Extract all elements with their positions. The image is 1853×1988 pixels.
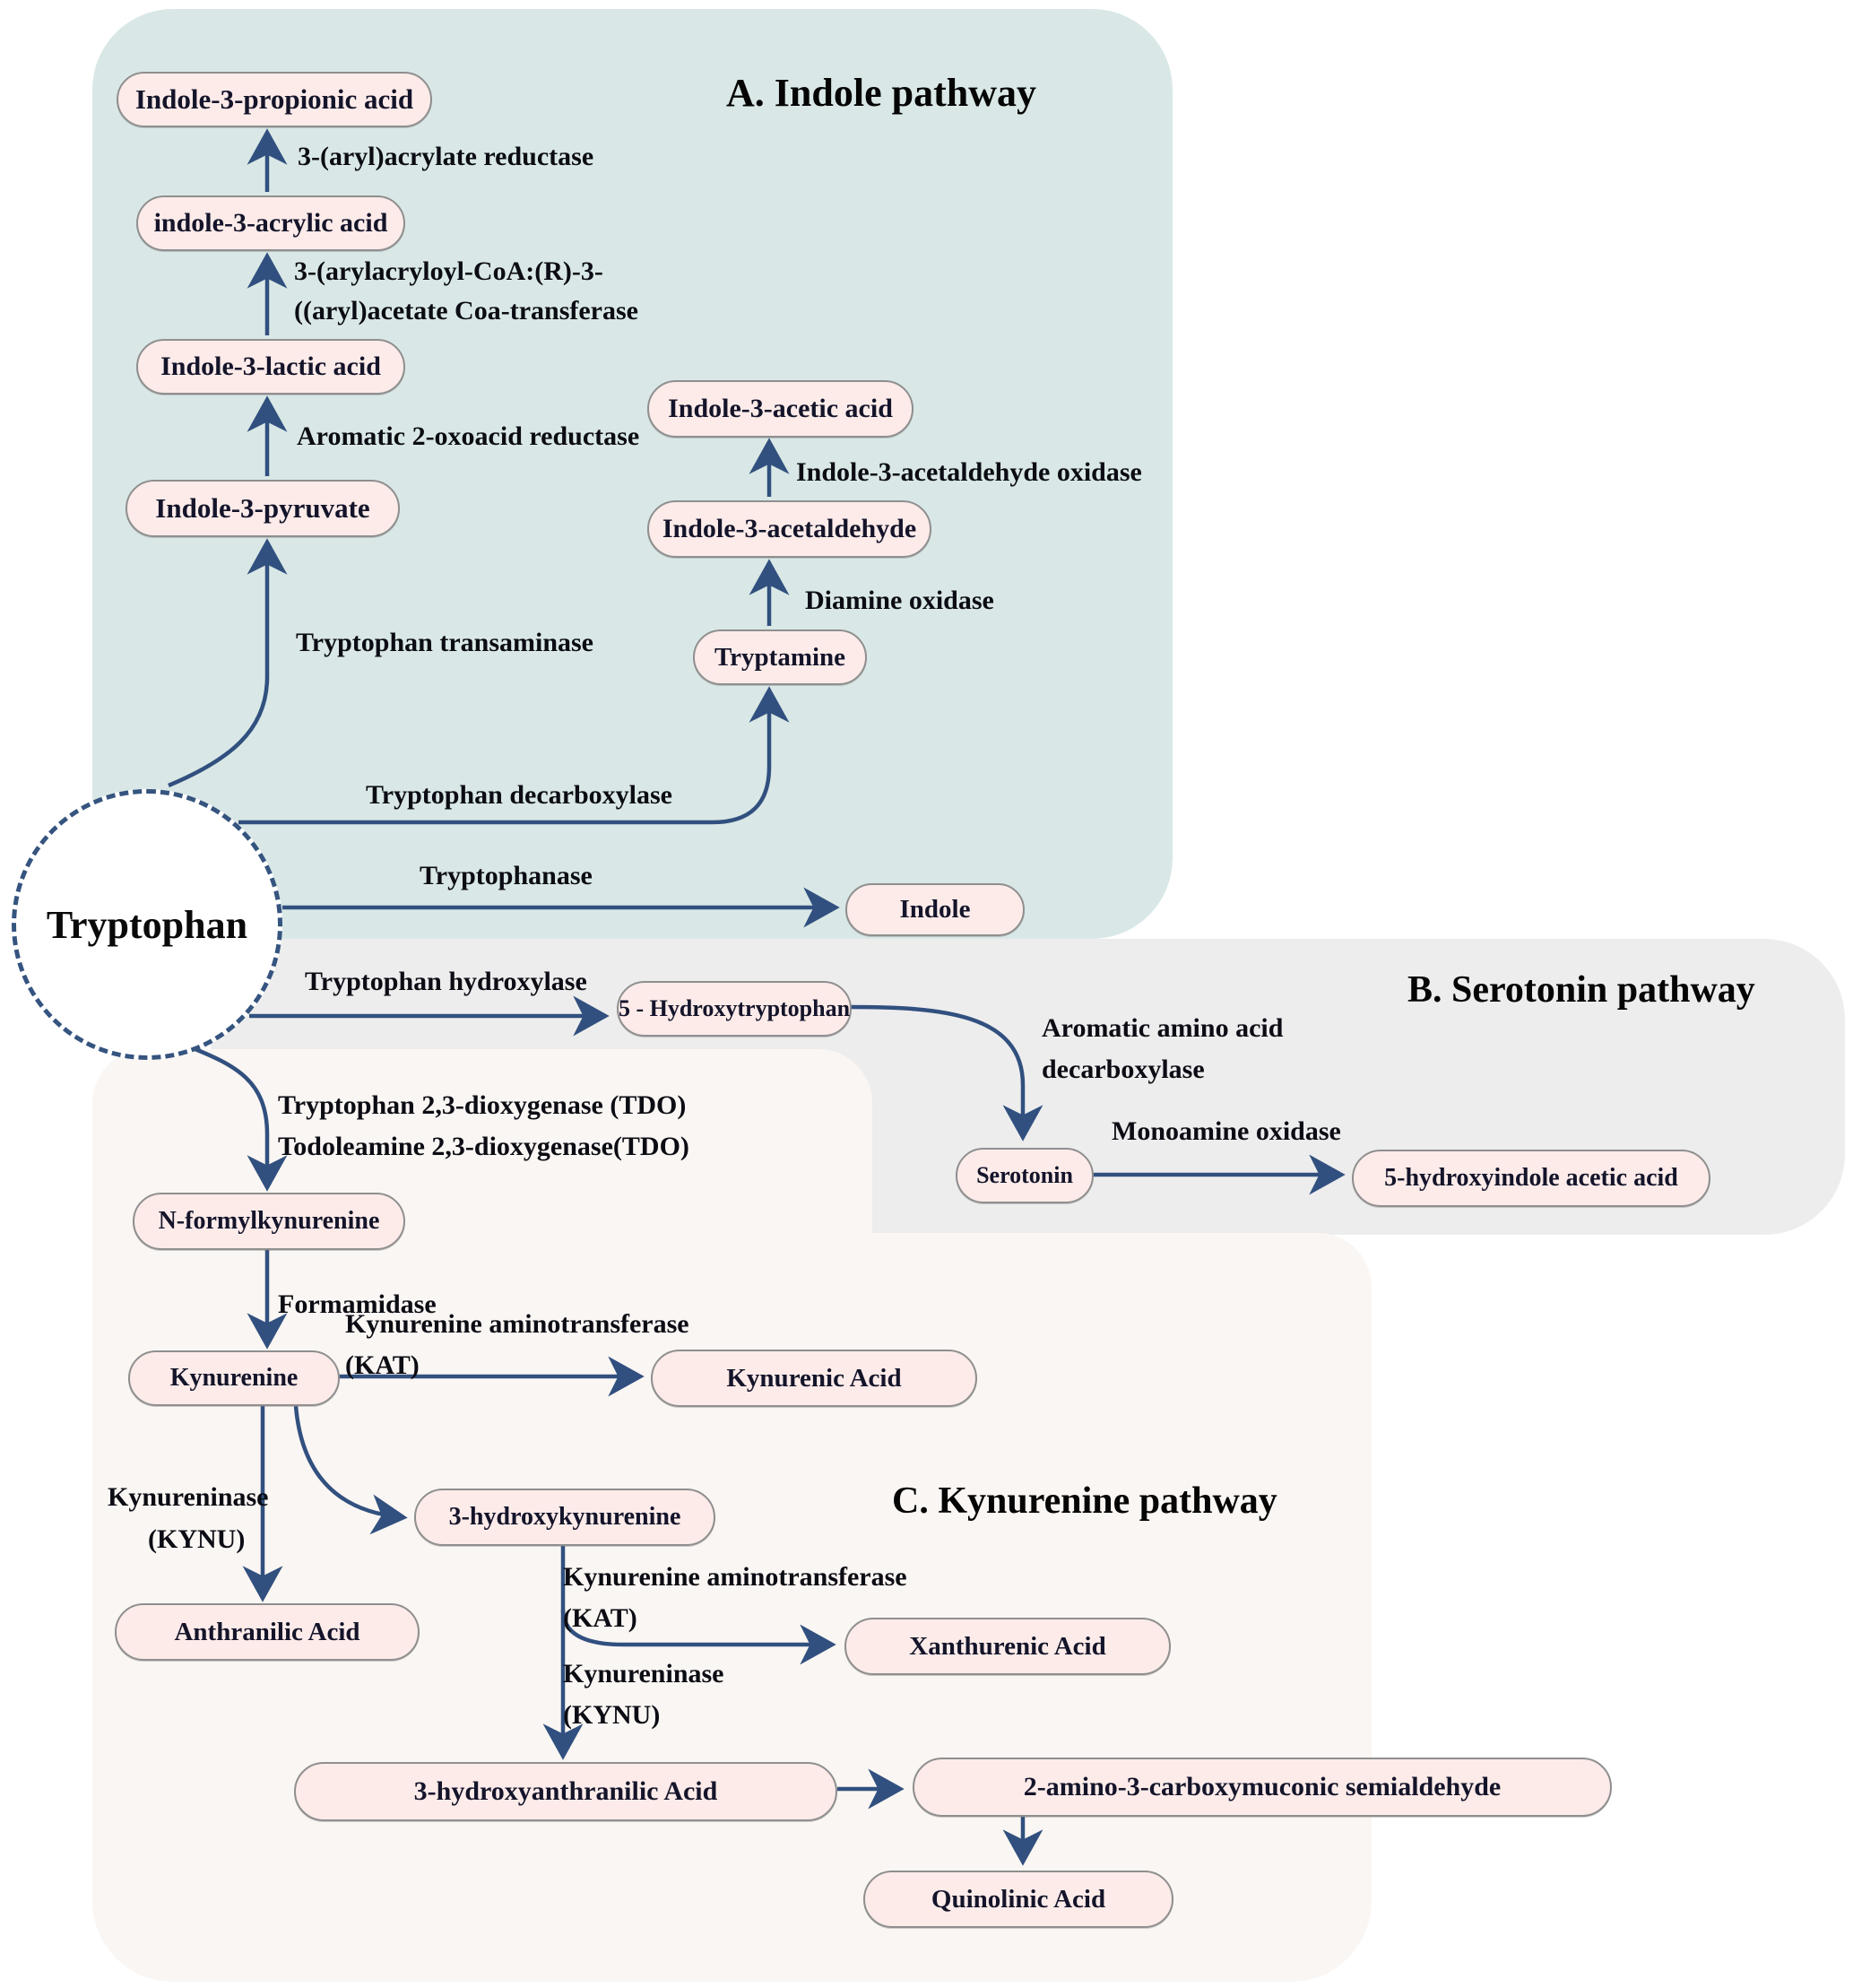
enzyme-ido-line2: Todoleamine 2,3-dioxygenase(TDO) xyxy=(278,1132,689,1161)
node-label: Indole-3-acetic acid xyxy=(668,394,893,423)
node-indole-3-lactic-acid xyxy=(136,339,405,395)
node-label: N-formylkynurenine xyxy=(158,1207,380,1235)
enzyme-monoamine-oxidase: Monoamine oxidase xyxy=(1112,1116,1341,1146)
node-label: Kynurenic Acid xyxy=(726,1363,902,1393)
node-tryptamine xyxy=(693,629,867,685)
arrow-tryptophan-to-pyruvate xyxy=(169,544,267,786)
panel-b-title: B. Serotonin pathway xyxy=(1407,969,1755,1011)
enzyme-tryptophan-hydroxylase: Tryptophan hydroxylase xyxy=(305,967,587,996)
node-label: Indole-3-acetaldehyde xyxy=(662,514,917,543)
enzyme-tdo-line1: Tryptophan 2,3-dioxygenase (TDO) xyxy=(278,1090,687,1120)
enzyme-coa-transferase-line2: ((aryl)acetate Coa-transferase xyxy=(294,296,638,326)
panel-a-title: A. Indole pathway xyxy=(726,71,1036,115)
enzyme-aadc-line2: decarboxylase xyxy=(1042,1055,1205,1084)
node-3-hydroxyanthranilic-acid xyxy=(294,1762,837,1821)
node-indole xyxy=(845,883,1025,936)
node-kynurenine xyxy=(128,1350,340,1406)
enzyme-formamidase: Formamidase xyxy=(278,1289,437,1319)
node-label: 3-hydroxykynurenine xyxy=(448,1503,681,1531)
enzyme-kynureninase2-line2: (KYNU) xyxy=(563,1700,661,1730)
node-label: Quinolinic Acid xyxy=(931,1884,1106,1914)
node-indole-3-acetaldehyde xyxy=(647,500,931,558)
node-label: indole-3-acrylic acid xyxy=(153,208,388,238)
node-label: Indole-3-propionic acid xyxy=(134,83,414,115)
node-label: Indole-3-pyruvate xyxy=(155,492,370,524)
node-label: Serotonin xyxy=(976,1162,1073,1188)
panel-c-title: C. Kynurenine pathway xyxy=(892,1480,1277,1522)
node-5-hydroxyindole-acetic-acid xyxy=(1352,1150,1710,1207)
enzyme-tryptophan-decarboxylase: Tryptophan decarboxylase xyxy=(366,780,672,810)
arrow-kynurenine-to-3hk xyxy=(296,1406,402,1517)
node-indole-3-acrylic-acid xyxy=(136,195,405,251)
node-label: 2-amino-3-carboxymuconic semialdehyde xyxy=(1023,1772,1502,1801)
node-label: Indole-3-lactic acid xyxy=(160,352,381,381)
enzyme-kat-line2: (KAT) xyxy=(345,1350,420,1380)
enzyme-kat2-line1: Kynurenine aminotransferase xyxy=(563,1562,907,1592)
enzyme-coa-transferase-line1: 3-(arylacryloyl-CoA:(R)-3- xyxy=(294,256,603,286)
arrow-tryptophan-to-nfk xyxy=(191,1047,267,1185)
node-label: Indole xyxy=(899,895,971,924)
node-indole-3-acetic-acid xyxy=(647,380,914,438)
node-label: 5-hydroxyindole acetic acid xyxy=(1384,1164,1678,1192)
node-n-formylkynurenine xyxy=(133,1193,405,1250)
arrow-5htp-to-serotonin xyxy=(850,1007,1023,1135)
enzyme-kynureninase2-line1: Kynureninase xyxy=(563,1659,724,1688)
node-label: Kynurenine xyxy=(169,1364,299,1392)
node-5-hydroxytryptophan xyxy=(617,981,852,1037)
node-kynurenic-acid xyxy=(651,1350,977,1407)
enzyme-tryptophan-transaminase: Tryptophan transaminase xyxy=(296,628,593,657)
tryptophan-label: Tryptophan xyxy=(46,902,248,947)
node-label: 5 - Hydroxytryptophan xyxy=(618,995,851,1021)
node-indole-3-propionic-acid xyxy=(117,72,432,127)
enzyme-kynureninase-line1: Kynureninase xyxy=(108,1482,269,1512)
enzyme-kat2-line2: (KAT) xyxy=(563,1603,637,1633)
enzyme-kat-line1: Kynurenine aminotransferase xyxy=(345,1309,689,1339)
enzyme-oxoacid-reductase: Aromatic 2-oxoacid reductase xyxy=(297,421,640,451)
node-label: Tryptamine xyxy=(714,642,846,672)
node-serotonin xyxy=(956,1148,1094,1203)
enzyme-diamine-oxidase: Diamine oxidase xyxy=(805,586,994,615)
node-xanthurenic-acid xyxy=(844,1618,1171,1675)
node-anthranilic-acid xyxy=(115,1603,420,1661)
node-label: 3-hydroxyanthranilic Acid xyxy=(413,1776,718,1806)
node-2-amino-3-carboxymuconic-semialdehyde xyxy=(913,1758,1612,1817)
node-label: Xanthurenic Acid xyxy=(909,1631,1106,1661)
node-quinolinic-acid xyxy=(863,1871,1173,1928)
enzyme-aadc-line1: Aromatic amino acid xyxy=(1042,1013,1284,1043)
node-indole-3-pyruvate xyxy=(126,480,400,537)
tryptophan-node xyxy=(12,789,282,1060)
node-label: Anthranilic Acid xyxy=(174,1617,360,1646)
enzyme-acrylate-reductase: 3-(aryl)acrylate reductase xyxy=(298,142,594,171)
enzyme-kynureninase-line2: (KYNU) xyxy=(148,1524,246,1554)
enzyme-acetaldehyde-oxidase: Indole-3-acetaldehyde oxidase xyxy=(796,457,1142,487)
enzyme-tryptophanase: Tryptophanase xyxy=(420,861,593,890)
node-3-hydroxykynurenine xyxy=(414,1489,715,1546)
